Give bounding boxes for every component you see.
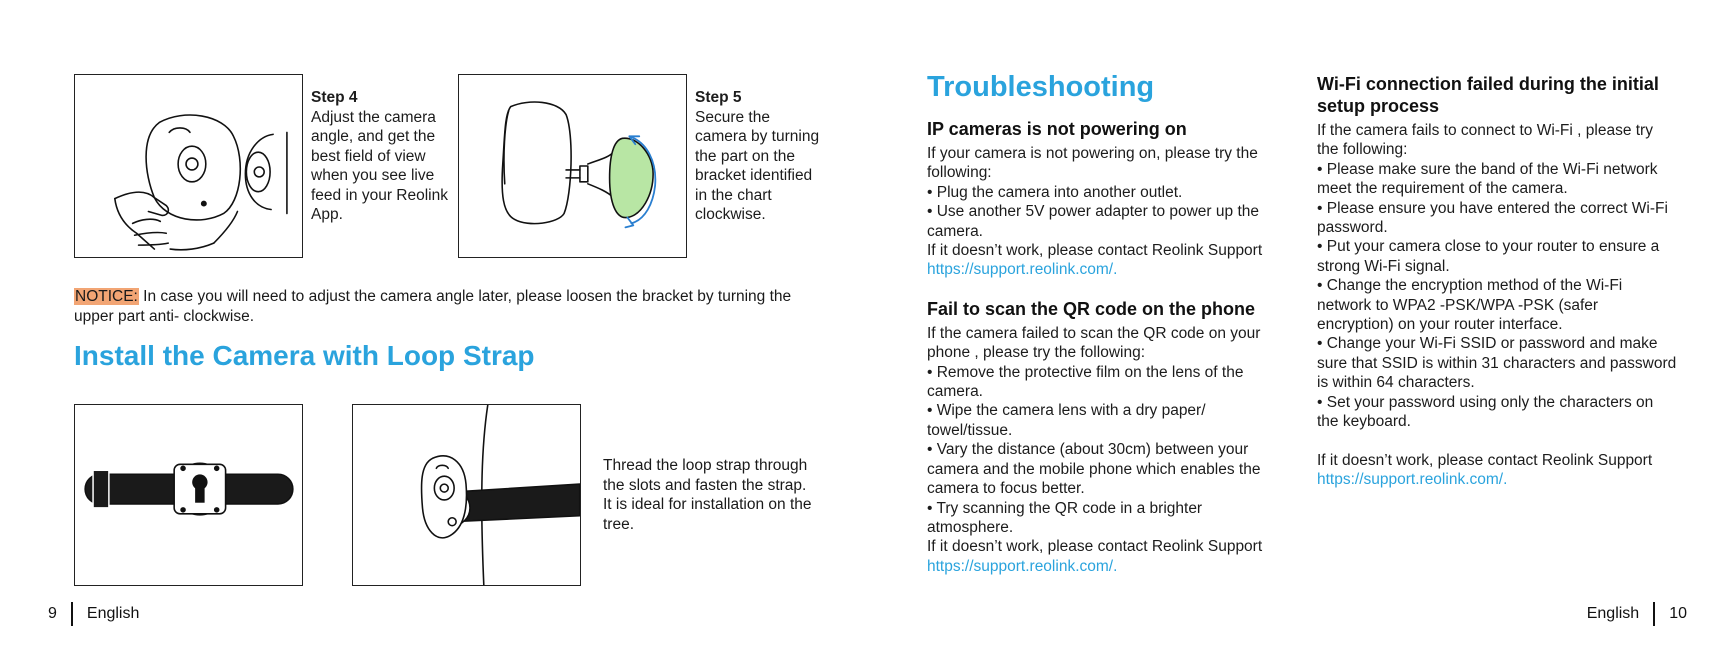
right-footer [1587, 602, 1687, 626]
camera-on-tree-illustration [352, 404, 581, 586]
wifi-heading: Wi-Fi connection failed during the initial setup process [1317, 74, 1659, 116]
right-page [867, 0, 1735, 658]
troubleshooting-column-left [927, 118, 1267, 594]
spacer [1317, 432, 1677, 451]
qr-section [927, 298, 1267, 576]
camera-bracket-image [459, 75, 686, 257]
qr-item: • Vary the distance (about 30cm) between your camera and the mobile phone which enables the camera to focus better. [927, 441, 1261, 498]
notice-paragraph [74, 287, 834, 326]
step4-description: Adjust the camera angle, and get the best field of view when you see live feed in your Reolink App. [311, 108, 448, 223]
left-footer-language: English [86, 605, 140, 622]
qr-support-link[interactable]: https://support.reolink.com/. [927, 557, 1118, 575]
step4-text [311, 88, 451, 225]
wifi-section [1317, 73, 1677, 489]
power-section [927, 118, 1267, 280]
notice-text: In case you will need to adjust the camera angle later, please loosen the bracket by turning the upper part anti- clockwise. [74, 288, 792, 325]
step4-illustration [74, 74, 303, 258]
troubleshooting-column-right [1317, 73, 1677, 489]
wifi-item: • Please make sure the band of the Wi-Fi network meet the requirement of the camera. [1317, 160, 1658, 198]
power-support-link[interactable]: https://support.reolink.com/. [927, 261, 1118, 279]
qr-contact-text: If it doesn’t work, please contact Reolink Support [927, 538, 1263, 556]
qr-intro: If the camera failed to scan the QR code on your phone , please try the following: [927, 324, 1261, 362]
wifi-item: • Change your Wi-Fi SSID or password and make sure that SSID is within 31 characters and password is within 64 characters. [1317, 335, 1677, 392]
qr-heading: Fail to scan the QR code on the phone [927, 298, 1256, 319]
power-item: • Plug the camera into another outlet. [927, 183, 1183, 201]
footer-divider [71, 602, 73, 626]
wifi-item: • Change the encryption method of the Wi-Fi network to WPA2 -PSK/WPA -PSK (safer encryption) on your router interface. [1317, 277, 1623, 334]
wifi-contact [1317, 451, 1677, 490]
loop-strap-illustration [74, 404, 303, 586]
hand-adjusting-camera-image [75, 75, 302, 257]
troubleshooting-title: Troubleshooting [927, 71, 1155, 103]
wifi-item: • Please ensure you have entered the correct Wi-Fi password. [1317, 199, 1668, 237]
camera-strapped-to-tree-image [353, 405, 580, 585]
power-heading: IP cameras is not powering on [927, 119, 1187, 139]
left-page-number: 9 [48, 605, 57, 622]
loop-strap-caption: Thread the loop strap through the slots and fasten the strap. It is ideal for installation on the tree. [603, 457, 812, 533]
left-footer [48, 602, 139, 626]
notice-label: NOTICE: [75, 288, 138, 305]
step4-title: Step 4 [311, 89, 358, 106]
loop-strap-section-title: Install the Camera with Loop Strap [74, 340, 535, 371]
wifi-intro: If the camera fails to connect to Wi-Fi , please try the following: [1317, 122, 1653, 159]
wifi-contact-text: If it doesn’t work, please contact Reolink Support [1317, 451, 1653, 469]
power-intro: If your camera is not powering on, please try the following: [927, 145, 1258, 182]
footer-divider [1653, 602, 1655, 626]
wifi-support-link[interactable]: https://support.reolink.com/. [1317, 470, 1508, 488]
qr-item: • Wipe the camera lens with a dry paper/ towel/tissue. [927, 402, 1206, 439]
wifi-item: • Set your password using only the characters on the keyboard. [1317, 393, 1654, 431]
qr-contact [927, 537, 1267, 576]
power-item: • Use another 5V power adapter to power up the camera. [927, 203, 1259, 240]
qr-item: • Remove the protective film on the lens of the camera. [927, 363, 1244, 401]
right-page-number: 10 [1669, 605, 1687, 622]
qr-item: • Try scanning the QR code in a brighter atmosphere. [927, 499, 1203, 536]
step5-illustration [458, 74, 687, 258]
power-contact [927, 241, 1267, 280]
strap-with-slot-image [75, 405, 302, 585]
left-page [0, 0, 867, 658]
step5-description: Secure the camera by turning the part on the bracket identified in the chart clockwise. [695, 108, 820, 223]
right-footer-language: English [1586, 605, 1640, 622]
step5-title: Step 5 [695, 89, 742, 106]
wifi-item: • Put your camera close to your router to ensure a strong Wi-Fi signal. [1317, 238, 1660, 275]
power-contact-text: If it doesn’t work, please contact Reolink Support [927, 242, 1263, 260]
step5-text [695, 88, 825, 225]
